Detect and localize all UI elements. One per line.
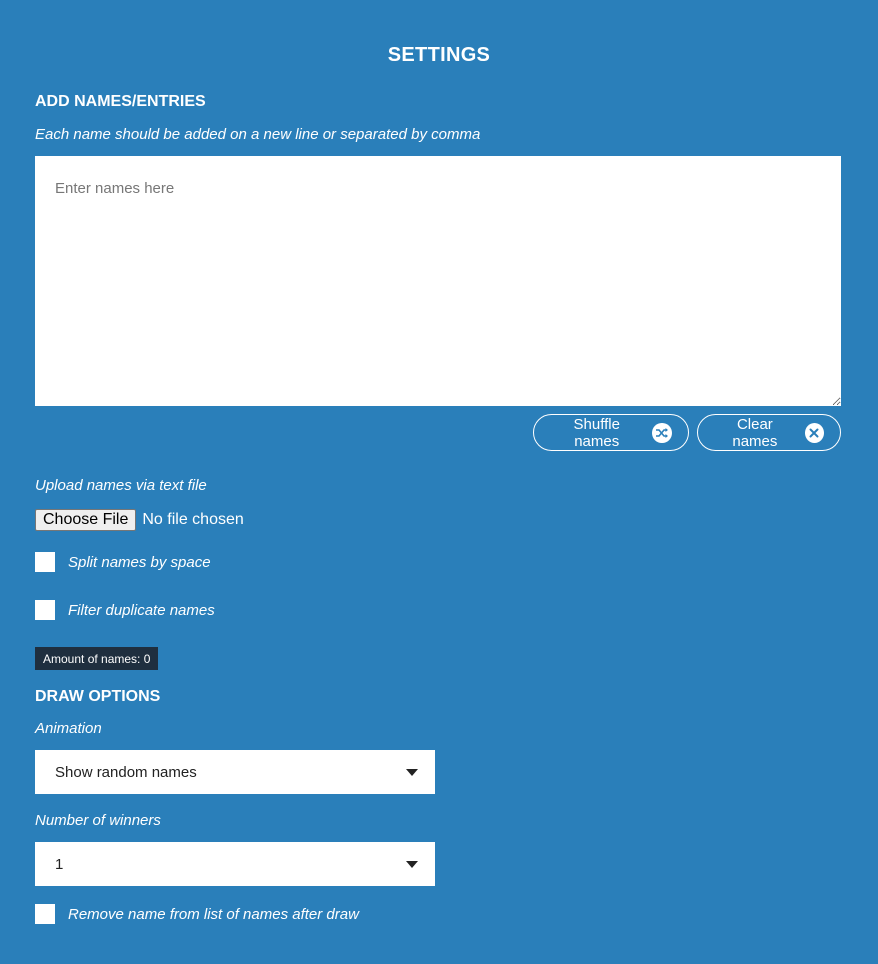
entries-heading: ADD NAMES/ENTRIES: [35, 93, 206, 110]
filter-duplicates-checkbox[interactable]: [35, 600, 55, 620]
remove-after-draw-checkbox[interactable]: [35, 904, 55, 924]
file-status: No file chosen: [142, 511, 244, 528]
animation-label: Animation: [35, 720, 102, 737]
split-names-label: Split names by space: [68, 553, 211, 571]
caret-down-icon: [406, 769, 418, 776]
winners-select[interactable]: [35, 842, 435, 886]
shuffle-names-label: Shuffle names: [573, 415, 620, 450]
split-names-option: [35, 552, 211, 572]
choose-file-button[interactable]: Choose File: [35, 509, 136, 531]
shuffle-icon: [652, 423, 672, 443]
clear-names-button[interactable]: [697, 414, 841, 451]
clear-names-label: Clear names: [732, 415, 778, 450]
file-upload: [35, 509, 244, 531]
close-circle-icon: [805, 423, 824, 443]
winners-label: Number of winners: [35, 812, 161, 829]
entries-hint: Each name should be added on a new line or separated by comma: [35, 126, 481, 143]
filter-duplicates-label: Filter duplicate names: [68, 601, 215, 619]
upload-label: Upload names via text file: [35, 477, 207, 494]
filter-duplicates-option: [35, 600, 215, 620]
names-textarea[interactable]: [35, 156, 841, 406]
winners-select-value: 1: [55, 855, 64, 873]
animation-select[interactable]: [35, 750, 435, 794]
remove-after-draw-label: Remove name from list of names after draw: [68, 905, 359, 923]
animation-select-value: Show random names: [55, 763, 197, 781]
page-title: SETTINGS: [387, 44, 491, 66]
split-names-checkbox[interactable]: [35, 552, 55, 572]
names-count-badge: Amount of names: 0: [35, 647, 158, 670]
draw-options-heading: DRAW OPTIONS: [35, 688, 161, 705]
remove-after-draw-option: [35, 904, 359, 924]
caret-down-icon: [406, 861, 418, 868]
shuffle-names-button[interactable]: [533, 414, 689, 451]
